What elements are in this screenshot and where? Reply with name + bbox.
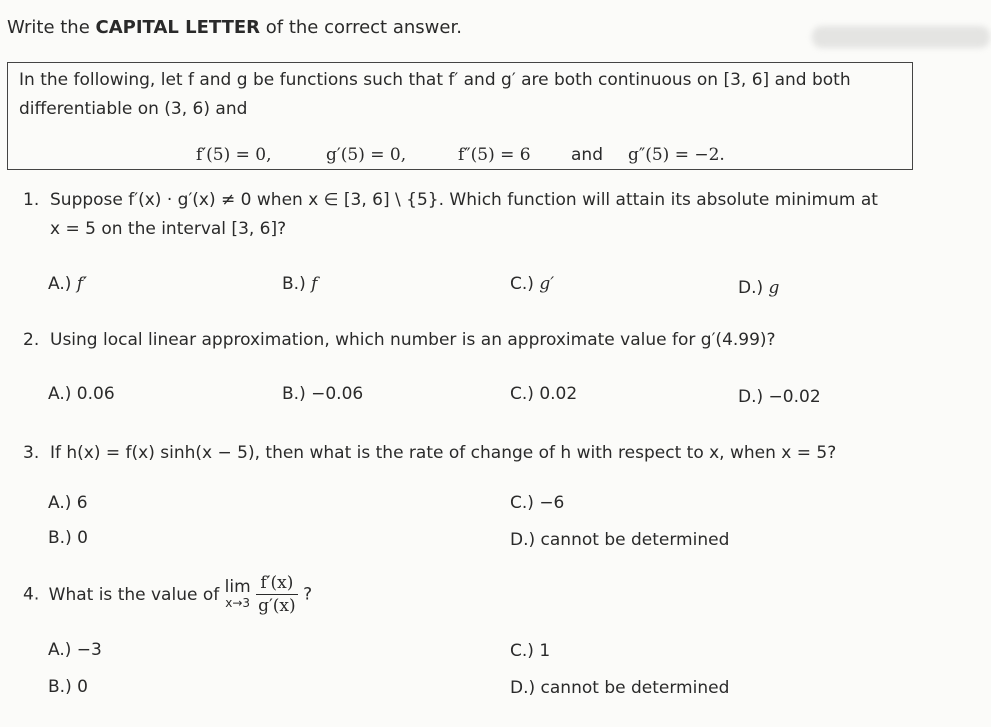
- instruction-suffix: of the correct answer.: [265, 17, 462, 38]
- q1-choice-b: [282, 274, 317, 294]
- condition-and: and: [571, 145, 603, 165]
- choice-letter: A.): [48, 384, 72, 404]
- question-4-number: 4.: [23, 584, 40, 605]
- choice-value: −3: [76, 640, 102, 660]
- q2-choice-a: [48, 384, 115, 404]
- question-4: [23, 572, 312, 617]
- choice-letter: A.): [48, 274, 72, 294]
- choice-value: f: [311, 274, 318, 294]
- q4-choice-a: [48, 640, 102, 660]
- choice-letter: C.): [510, 493, 534, 513]
- limit-fraction: [256, 572, 298, 617]
- q4-choice-d: [510, 678, 729, 698]
- choice-letter: C.): [510, 384, 534, 404]
- question-2-text: Using local linear approximation, which number is an approximate value for g′(4.99)?: [50, 330, 776, 350]
- q1-choice-a: [48, 274, 87, 294]
- choice-value: g′: [539, 274, 555, 294]
- fraction-denominator: g′(x): [258, 596, 296, 616]
- question-1-text-line2: x = 5 on the interval [3, 6]?: [50, 219, 287, 239]
- q2-choice-b: [282, 384, 363, 404]
- choice-letter: A.): [48, 493, 72, 513]
- choice-letter: C.): [510, 274, 534, 294]
- question-3-text: If h(x) = f(x) sinh(x − 5), then what is the rate of change of h with respect to x, when x = 5?: [50, 443, 837, 463]
- choice-value: cannot be determined: [540, 530, 730, 550]
- condition-f-double-prime: f″(5) = 6: [458, 145, 531, 165]
- choice-letter: D.): [738, 387, 764, 407]
- choice-letter: B.): [282, 274, 306, 294]
- q4-choice-c: [510, 641, 550, 661]
- q2-choice-c: [510, 384, 577, 404]
- limit-operator: [224, 576, 251, 611]
- limit-subscript: x→3: [225, 595, 251, 610]
- choice-letter: C.): [510, 641, 534, 661]
- question-3-number: 3.: [23, 443, 40, 463]
- choice-value: f′: [76, 274, 87, 294]
- choice-letter: B.): [282, 384, 306, 404]
- instruction-prefix: Write the: [7, 17, 90, 38]
- choice-letter: A.): [48, 640, 72, 660]
- choice-value: −0.02: [768, 387, 821, 407]
- q3-choice-c: [510, 493, 564, 513]
- choice-value: 0: [77, 677, 88, 697]
- choice-value: 0.02: [539, 384, 578, 404]
- choice-letter: D.): [738, 278, 764, 298]
- q3-choice-b: [48, 528, 88, 548]
- q2-choice-d: [738, 387, 821, 407]
- choice-value: 0.06: [76, 384, 115, 404]
- choice-letter: B.): [48, 677, 72, 697]
- choice-letter: B.): [48, 528, 72, 548]
- preamble-line2: differentiable on (3, 6) and: [19, 99, 248, 119]
- choice-value: cannot be determined: [540, 678, 730, 698]
- q1-choice-c: [510, 274, 554, 294]
- choice-value: 1: [539, 641, 551, 661]
- question-1-number: 1.: [23, 190, 40, 210]
- fraction-numerator: f′(x): [256, 572, 298, 595]
- instruction-emphasis: CAPITAL LETTER: [95, 17, 261, 38]
- choice-value: −0.06: [311, 384, 364, 404]
- question-4-prefix: What is the value of: [48, 584, 220, 605]
- limit-word: lim: [224, 576, 251, 597]
- choice-value: g: [768, 278, 780, 298]
- condition-g-prime: g′(5) = 0,: [326, 145, 407, 165]
- instruction: [7, 17, 462, 38]
- q1-choice-d: [738, 278, 779, 298]
- q3-choice-d: [510, 530, 729, 550]
- scan-smudge: [812, 26, 990, 48]
- choice-letter: D.): [510, 678, 536, 698]
- choice-value: 0: [77, 528, 88, 548]
- question-2-number: 2.: [23, 330, 40, 350]
- condition-f-prime: f′(5) = 0,: [196, 145, 272, 165]
- q3-choice-a: [48, 493, 88, 513]
- q4-choice-b: [48, 677, 88, 697]
- question-4-suffix: ?: [303, 584, 313, 605]
- choice-value: −6: [539, 493, 565, 513]
- question-1-text-line1: Suppose f′(x) · g′(x) ≠ 0 when x ∈ [3, 6] \ {5}. Which function will attain its absolute minimum at: [50, 190, 878, 210]
- choice-letter: D.): [510, 530, 536, 550]
- condition-g-double-prime: g″(5) = −2.: [628, 145, 725, 165]
- choice-value: 6: [76, 493, 88, 513]
- preamble-line1: In the following, let f and g be functions such that f′ and g′ are both continuous on [3, 6] and both: [19, 70, 851, 90]
